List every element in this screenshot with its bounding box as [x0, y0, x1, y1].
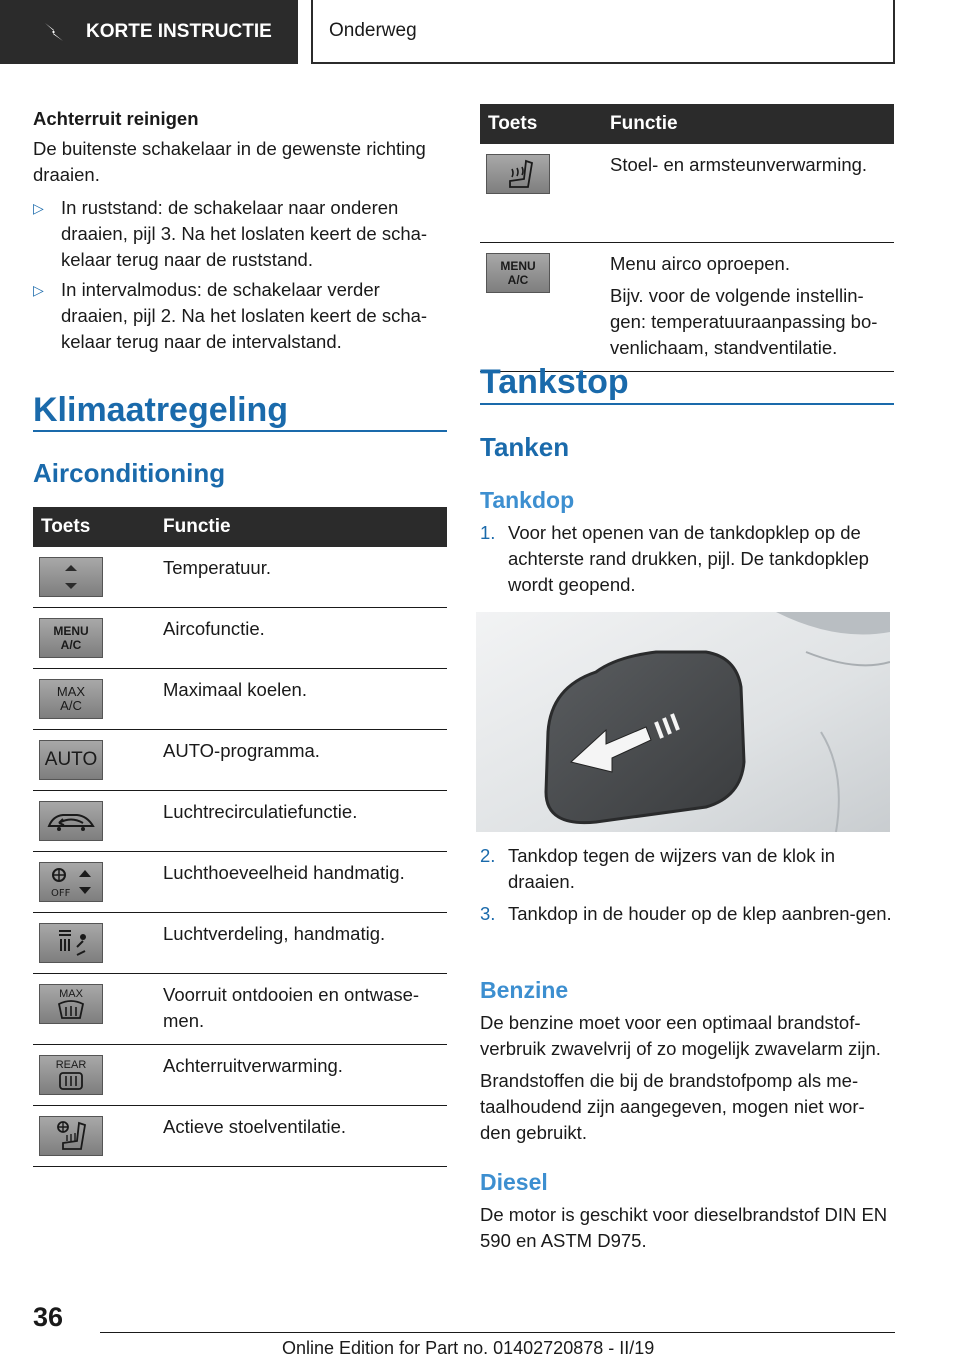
svg-text:OFF: OFF	[51, 888, 71, 899]
seat-ventilation-icon	[39, 1116, 103, 1156]
heading-tankstop: Tankstop	[480, 363, 629, 401]
heading-tanken: Tanken	[480, 432, 570, 462]
table-row	[33, 974, 447, 1045]
header-current-label: Onderweg	[329, 20, 417, 41]
step-number: 2.	[480, 845, 496, 866]
key-label: A/C	[60, 698, 82, 713]
header-tab-onderweg[interactable]	[311, 0, 895, 64]
table-row	[33, 791, 447, 852]
max-ac-icon	[39, 679, 103, 719]
bullet-item	[33, 195, 447, 273]
function-cell	[600, 242, 894, 371]
fan-off-icon	[39, 862, 103, 902]
table-row	[33, 608, 447, 669]
benzine-paragraph: De benzine moet voor een optimaal brandstof-verbruik zwavelvrij of zo mogelijk zwavelarm zijn.	[480, 1012, 881, 1059]
benzine-paragraph: Brandstoffen die bij de brandstofpomp als me-taalhoudend zijn aangegeven, mogen niet wor-den gebruikt.	[480, 1070, 865, 1143]
heading-airconditioning: Airconditioning	[33, 458, 226, 488]
heading-diesel: Diesel	[480, 1169, 548, 1195]
list-item	[480, 901, 894, 927]
col-header-toets: Toets	[33, 507, 153, 547]
table-row	[33, 669, 447, 730]
function-text: Luchthoeveelheid handmatig.	[153, 852, 447, 913]
key-label: MENU	[500, 258, 536, 273]
key-label: MENU	[53, 624, 89, 638]
climate-keys-table	[33, 507, 447, 1167]
heading-rule	[480, 403, 894, 405]
heading-tankdop: Tankdop	[480, 487, 575, 513]
step-number: 3.	[480, 903, 496, 924]
lightning-icon	[42, 20, 66, 44]
achterruit-text: De buitenste schakelaar in de gewenste richting draaien.	[33, 138, 426, 185]
key-label: AUTO	[44, 749, 98, 770]
col-header-functie: Functie	[153, 507, 447, 547]
col-header-functie: Functie	[600, 104, 894, 144]
function-text: Actieve stoelventilatie.	[153, 1106, 447, 1167]
table-row	[33, 913, 447, 974]
key-label: A/C	[507, 272, 529, 287]
function-text: Temperatuur.	[153, 547, 447, 608]
heading-benzine: Benzine	[480, 977, 569, 1003]
header-tab-korte-instructie[interactable]	[0, 0, 298, 64]
step-text: Voor het openen van de tankdopklep op de achterste rand drukken, pijl. De tankdopklep wordt geopend.	[508, 522, 869, 595]
list-item	[480, 843, 894, 895]
air-recirculation-icon	[39, 801, 103, 841]
function-text: AUTO-programma.	[153, 730, 447, 791]
step-text: Tankdop tegen de wijzers van de klok in draaien.	[508, 845, 836, 892]
temperature-arrows-icon	[39, 557, 103, 597]
table-row	[33, 852, 447, 913]
table-row	[33, 730, 447, 791]
function-text: Stoel- en armsteunverwarming.	[600, 144, 894, 242]
bullet-item	[33, 277, 447, 355]
menu-ac-icon	[486, 253, 550, 293]
menu-ac-icon	[39, 618, 103, 658]
key-label: MAX	[56, 684, 86, 699]
step-text: Tankdop in de houder op de klep aanbren-gen.	[508, 903, 892, 924]
table-row	[480, 144, 894, 242]
table-row	[480, 242, 894, 371]
heading-rule	[33, 430, 447, 432]
function-text: Bijv. voor de volgende instellin-gen: temperatuuraanpassing bo-venlichaam, standventilatie.	[610, 284, 878, 358]
footer-rule	[100, 1332, 895, 1333]
fuel-flap-photo	[476, 612, 890, 832]
table-row	[33, 1045, 447, 1106]
function-text: Aircofunctie.	[153, 608, 447, 669]
key-label: A/C	[60, 638, 82, 652]
achterruit-title: Achterruit reinigen	[33, 108, 199, 129]
bullet-text: In ruststand: de schakelaar naar onderen draaien, pijl 3. Na het loslaten keert de scha-kelaar terug naar de ruststand.	[61, 197, 428, 270]
table-row	[33, 547, 447, 608]
col-header-toets: Toets	[480, 104, 600, 144]
function-text: Menu airco oproepen.	[610, 252, 790, 274]
bullet-marker: ▷	[33, 200, 44, 216]
header-tab-label: KORTE INSTRUCTIE	[86, 21, 272, 42]
bullet-marker: ▷	[33, 282, 44, 298]
seat-heating-icon	[486, 154, 550, 194]
table-row	[33, 1106, 447, 1167]
function-text: Luchtrecirculatiefunctie.	[153, 791, 447, 852]
function-text: Maximaal koelen.	[153, 669, 447, 730]
page-number: 36	[33, 1302, 64, 1332]
bullet-text: In intervalmodus: de schakelaar verder draaien, pijl 2. Na het loslaten keert de scha-kelaar terug naar de intervalstand.	[61, 279, 428, 352]
diesel-paragraph: De motor is geschikt voor dieselbrandstof DIN EN 590 en ASTM D975.	[480, 1204, 888, 1251]
function-text: Achterruitverwarming.	[153, 1045, 447, 1106]
edition-note: Online Edition for Part no. 01402720878 - II/19	[282, 1338, 655, 1358]
function-text: Luchtverdeling, handmatig.	[153, 913, 447, 974]
air-distribution-icon	[39, 923, 103, 963]
rear-defrost-icon	[39, 1055, 103, 1095]
step-number: 1.	[480, 522, 496, 543]
key-label: MAX	[59, 988, 83, 1000]
heading-klimaatregeling: Klimaatregeling	[33, 391, 289, 429]
max-defrost-icon	[39, 984, 103, 1024]
key-label: REAR	[55, 1059, 87, 1071]
function-text: Voorruit ontdooien en ontwase-men.	[153, 974, 447, 1045]
list-item	[480, 520, 894, 598]
seat-keys-table	[480, 104, 894, 372]
auto-icon	[39, 740, 103, 780]
